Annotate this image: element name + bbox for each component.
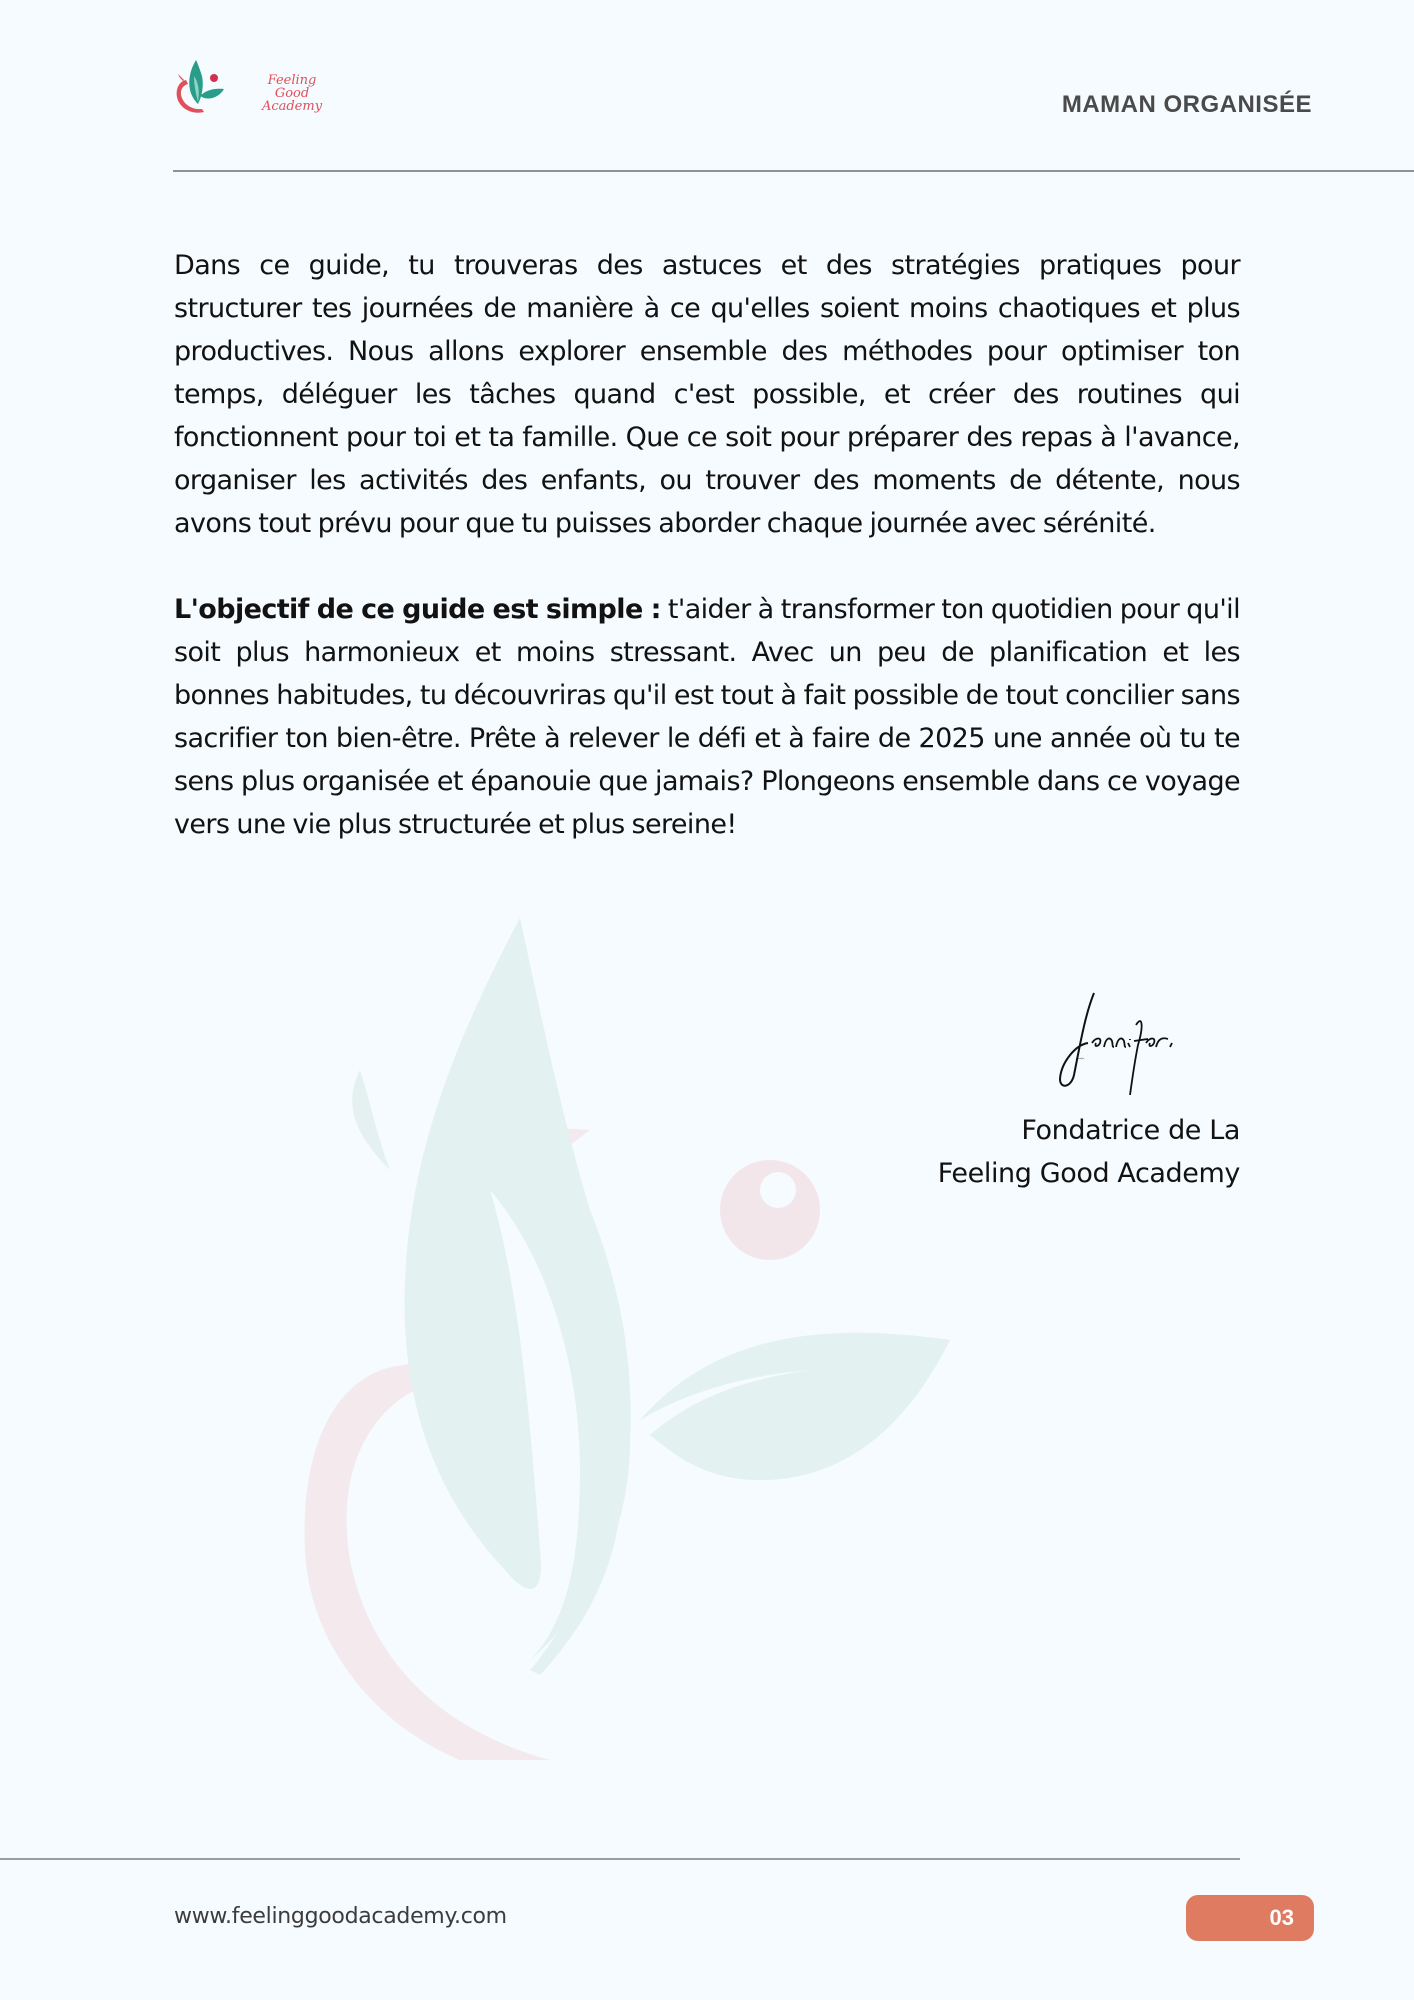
- logo-line-2: Academy: [261, 99, 323, 114]
- signer-role-line-1: Fondatrice de La: [1021, 1115, 1240, 1146]
- intro-paragraph: Dans ce guide, tu trouveras des astuces et des stratégies pratiques pour structurer tes journées de manière à ce qu'elles soient moins chaotiques et plus productives. Nous allons explorer ensemble des méthodes pour optimiser ton temps, déléguer les tâches quand c'est possible, et créer des routines qui fonctionnent pour toi et ta famille. Que ce soit pour préparer des repas à l'avance, organiser les activités des enfants, ou trouver des moments de détente, nous avons tout prévu pour que tu puisses aborder chaque journée avec sérénité.: [174, 250, 1240, 539]
- signature-name: Jennifer,: [1076, 1058, 1085, 1060]
- objective-text: t'aider à transformer ton quotidien pour qu'il soit plus harmonieux et moins stressant. Avec un peu de planification et les bonnes habitudes, tu découvriras qu'il est tout à fait possible de tout concilier sans sacrifier ton bien-être. Prête à relever le défi et à faire de 2025 une année où tu te sens plus organisée et épanouie que jamais? Plongeons ensemble dans ce voyage vers une vie plus structurée et plus sereine!: [174, 594, 1240, 840]
- apple-leaf-logo-icon: [172, 56, 236, 120]
- objective-paragraph: [174, 588, 1240, 846]
- signer-role-line-2: Feeling Good Academy: [937, 1158, 1240, 1189]
- logo-wordmark: [257, 74, 327, 113]
- document-title: MAMAN ORGANISÉE: [1061, 91, 1312, 118]
- brand-logo: [172, 56, 332, 120]
- header-divider: [173, 170, 1414, 172]
- objective-lead: L'objectif de ce guide est simple :: [174, 594, 661, 625]
- footer-divider: [0, 1858, 1240, 1860]
- page-number-badge: 03: [1186, 1895, 1314, 1941]
- website-link[interactable]: www.feelinggoodacademy.com: [174, 1904, 507, 1929]
- main-content: [174, 244, 1240, 889]
- signer-block: [938, 1109, 1240, 1195]
- logo-line-1: Feeling Good: [267, 73, 317, 101]
- handwritten-signature: [880, 985, 1240, 1095]
